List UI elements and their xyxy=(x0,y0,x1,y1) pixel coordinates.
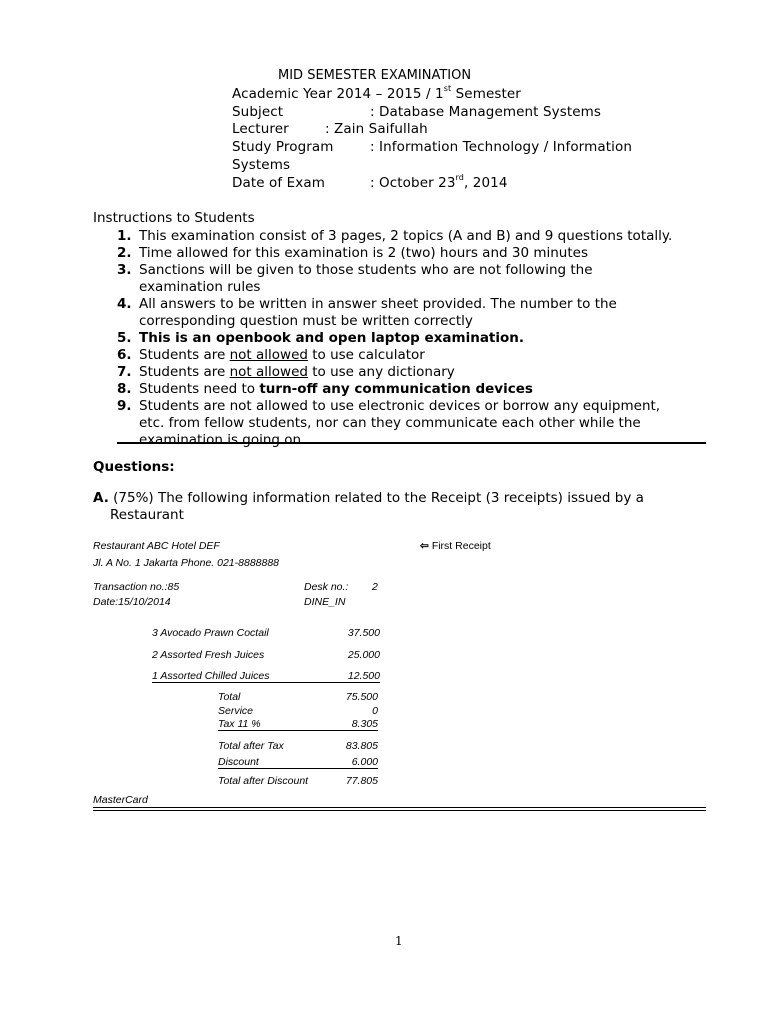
date-sup: rd xyxy=(455,173,464,182)
receipt-discount-row xyxy=(218,756,378,769)
instruction-text: Students need to xyxy=(139,381,260,397)
academic-year-sup: st xyxy=(443,84,452,93)
instruction-item-3 xyxy=(93,262,713,296)
question-a-text: (75%) The following information related to the Receipt (3 receipts) issued by a xyxy=(108,490,644,506)
lecturer-value: : Zain Saifullah xyxy=(325,121,428,137)
instruction-text-line: All answers to be written in answer sheet provided. The number to the xyxy=(139,296,617,312)
instructions-list xyxy=(93,228,713,449)
instruction-text-line: Students are not allowed to use electronic devices or borrow any equipment, xyxy=(139,398,661,414)
instruction-number: 1. xyxy=(117,228,132,244)
date-label: Date of Exam xyxy=(232,175,326,191)
instruction-text-line: examination rules xyxy=(139,279,261,295)
instruction-item-6 xyxy=(93,347,713,364)
date-value: : October 23 xyxy=(370,175,456,191)
receipt-discount-label: Discount xyxy=(218,756,259,768)
questions-title: Questions: xyxy=(93,459,175,475)
instruction-underline: not allowed xyxy=(229,347,308,363)
instruction-number: 3. xyxy=(117,262,132,278)
program-row xyxy=(232,139,632,155)
instruction-number: 9. xyxy=(117,398,132,414)
instruction-number: 5. xyxy=(117,330,132,346)
instruction-text-line: Sanctions will be given to those students who are not following the xyxy=(139,262,593,278)
instruction-text-post: to use calculator xyxy=(307,347,425,363)
receipt-service-value: 0 xyxy=(372,705,378,717)
question-a xyxy=(93,490,693,524)
instruction-text: Time allowed for this examination is 2 (two) hours and 30 minutes xyxy=(139,245,588,261)
receipt-service-label: Service xyxy=(218,705,254,717)
lecturer-label: Lecturer xyxy=(232,121,289,137)
instruction-text-post: to use any dictionary xyxy=(307,364,455,380)
receipt-tax-label: Tax 11 % xyxy=(218,718,261,730)
receipt-item-price: 12.500 xyxy=(347,670,380,682)
program-label: Study Program xyxy=(232,139,334,155)
receipt-after-discount-value: 77.805 xyxy=(345,775,378,787)
receipt-restaurant: Restaurant ABC Hotel DEF xyxy=(93,540,220,552)
instruction-item-2 xyxy=(93,245,713,262)
instructions-divider xyxy=(117,442,706,444)
academic-year-row xyxy=(232,86,521,102)
instruction-number: 8. xyxy=(117,381,132,397)
receipt-after-discount-label: Total after Discount xyxy=(218,775,309,787)
receipt-date: Date:15/10/2014 xyxy=(93,596,171,608)
instruction-item-8 xyxy=(93,381,713,398)
subject-label: Subject xyxy=(232,104,284,120)
receipt-item-name: 1 Assorted Chilled Juices xyxy=(152,670,270,682)
receipt-marker xyxy=(420,540,491,552)
lecturer-row xyxy=(232,121,428,137)
instruction-item-7 xyxy=(93,364,713,381)
receipt-tax-value: 8.305 xyxy=(351,718,378,730)
receipt-discount-value: 6.000 xyxy=(351,756,378,768)
receipt-transaction: Transaction no.:85 xyxy=(93,581,180,593)
instruction-text: Students are xyxy=(139,347,230,363)
instruction-underline: not allowed xyxy=(229,364,308,380)
instruction-text: This examination consist of 3 pages, 2 topics (A and B) and 9 questions totally. xyxy=(139,228,673,244)
instruction-item-4 xyxy=(93,296,713,330)
instruction-text: This is an openbook and open laptop examination. xyxy=(139,330,525,346)
receipt-desk-value: 2 xyxy=(372,581,378,593)
instruction-item-5 xyxy=(93,330,713,347)
receipt-marker-label: First Receipt xyxy=(431,540,491,552)
exam-title: MID SEMESTER EXAMINATION xyxy=(278,68,472,83)
program-value: : Information Technology / Information xyxy=(370,139,632,155)
receipt-item-price: 25.000 xyxy=(347,649,380,661)
receipt-total-value: 75.500 xyxy=(345,691,378,703)
receipt-divider xyxy=(93,807,706,811)
receipt-item-price: 37.500 xyxy=(347,627,380,639)
question-a-line2: Restaurant xyxy=(110,507,184,523)
instruction-bold: turn-off any communication devices xyxy=(259,381,533,397)
instruction-text: Students are xyxy=(139,364,230,380)
receipt-after-tax-value: 83.805 xyxy=(345,740,378,752)
subject-value: : Database Management Systems xyxy=(370,104,602,120)
receipt-address: Jl. A No. 1 Jakarta Phone. 021-8888888 xyxy=(93,557,280,569)
instruction-number: 4. xyxy=(117,296,132,312)
instruction-number: 6. xyxy=(117,347,132,363)
academic-year-text: Academic Year 2014 – 2015 / 1 xyxy=(232,86,444,102)
instruction-item-1 xyxy=(93,228,713,245)
receipt-item-name: 2 Assorted Fresh Juices xyxy=(152,649,265,661)
page-number: 1 xyxy=(395,934,403,948)
instruction-text-line: corresponding question must be written correctly xyxy=(139,313,473,329)
receipt-tax-row xyxy=(218,718,378,731)
receipt-after-tax-label: Total after Tax xyxy=(218,740,284,752)
receipt-total-label: Total xyxy=(218,691,241,703)
question-a-line1 xyxy=(93,490,693,507)
subject-row xyxy=(232,104,601,120)
receipt-item-name: 3 Avocado Prawn Coctail xyxy=(152,627,269,639)
program-row-cont xyxy=(232,157,290,173)
date-row xyxy=(232,175,508,191)
instruction-text-line: examination is going on xyxy=(139,432,302,448)
instruction-text-line: etc. from fellow students, nor can they communicate each other while the xyxy=(139,415,641,431)
academic-year-suffix: Semester xyxy=(451,86,521,102)
left-arrow-icon: ⇦ xyxy=(420,540,429,552)
receipt-desk-label: Desk no.: xyxy=(304,581,349,593)
receipt-item-row-underlined xyxy=(152,670,380,683)
receipt-payment: MasterCard xyxy=(93,794,148,806)
instruction-number: 2. xyxy=(117,245,132,261)
program-value-cont: Systems xyxy=(232,157,291,173)
receipt-dine: DINE_IN xyxy=(304,596,346,608)
instructions-title: Instructions to Students xyxy=(93,210,255,226)
question-a-label: A. xyxy=(93,490,109,506)
instruction-number: 7. xyxy=(117,364,132,380)
date-suffix: , 2014 xyxy=(463,175,508,191)
